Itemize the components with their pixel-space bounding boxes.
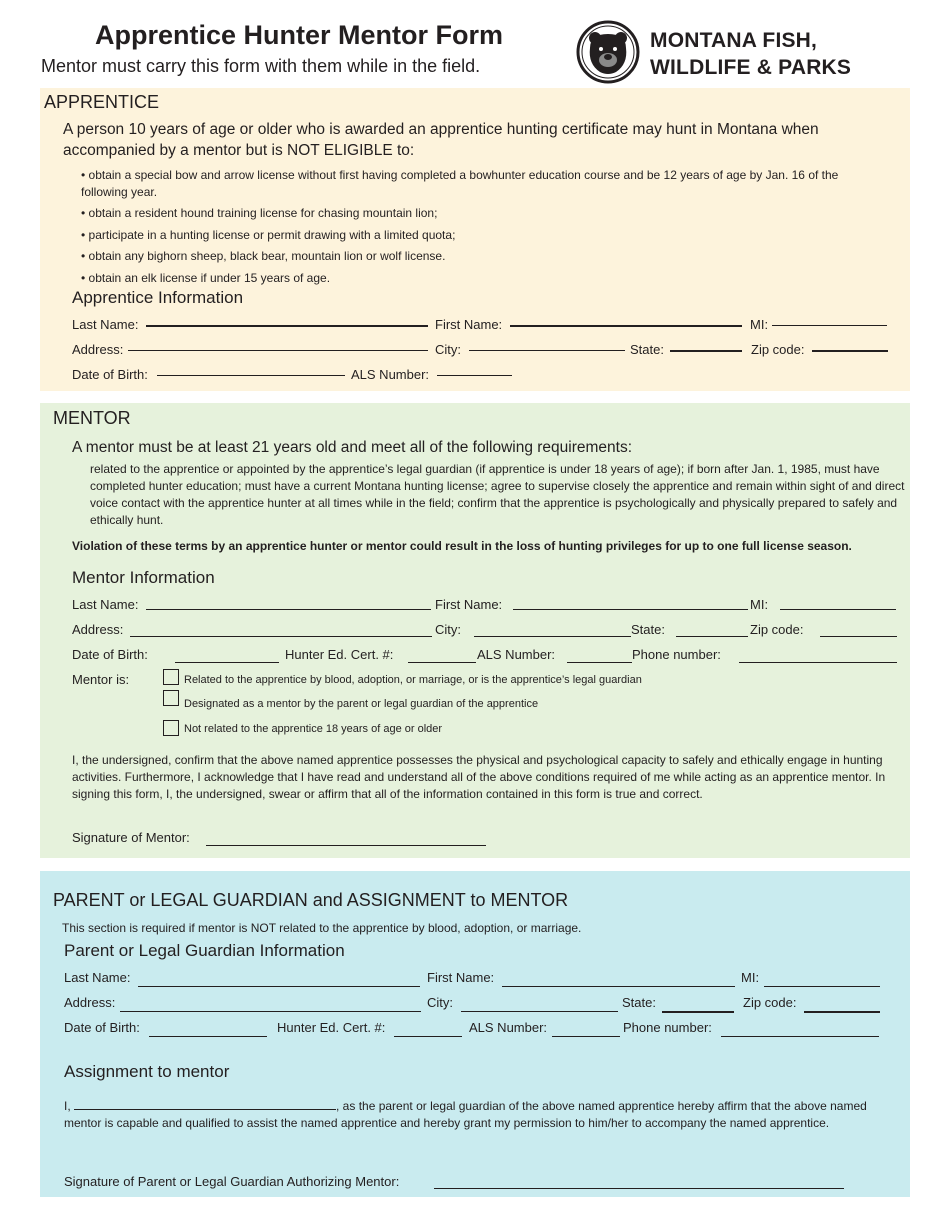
- apprentice-first-name-field[interactable]: [510, 325, 742, 327]
- apprentice-als-field[interactable]: [437, 375, 512, 376]
- mentor-dob-field[interactable]: [175, 662, 279, 663]
- mentor-state-label: State:: [631, 622, 665, 637]
- apprentice-bullet-1: • obtain a special bow and arrow license without first having completed a bowhunter education course and be 12 years of age by Jan. 16 of the following year.: [81, 168, 839, 199]
- guardian-als-label: ALS Number:: [469, 1020, 548, 1035]
- apprentice-first-name-label: First Name:: [435, 317, 503, 332]
- mentor-designated-checkbox[interactable]: [163, 690, 179, 706]
- mentor-last-name-field[interactable]: [146, 609, 431, 610]
- assignment-text: , as the parent or legal guardian of the above named apprentice hereby affirm that the above named mentor is capable and qualified to assist the named apprentice and hereby grant my permission to him/her to accompany the named apprentice.: [64, 1099, 867, 1130]
- guardian-signature-field[interactable]: [434, 1188, 844, 1189]
- apprentice-bullet-3: • participate in a hunting license or permit drawing with a limited quota;: [81, 228, 456, 242]
- guardian-address-label: Address:: [64, 995, 116, 1010]
- assignment-guardian-name-field[interactable]: [74, 1098, 336, 1110]
- mentor-zip-field[interactable]: [820, 636, 897, 637]
- guardian-zip-field[interactable]: [804, 1011, 880, 1013]
- apprentice-last-name-field[interactable]: [146, 325, 428, 327]
- mentor-phone-label: Phone number:: [632, 647, 721, 662]
- mentor-als-field[interactable]: [567, 662, 632, 663]
- apprentice-zip-label: Zip code:: [751, 342, 805, 357]
- mentor-address-field[interactable]: [130, 636, 432, 637]
- grizzly-bear-icon: [576, 20, 640, 84]
- guardian-section: [40, 871, 910, 1197]
- apprentice-zip-field[interactable]: [812, 350, 888, 352]
- guardian-hunter-ed-field[interactable]: [394, 1036, 462, 1037]
- apprentice-intro: A person 10 years of age or older who is awarded an apprentice hunting certificate may hunt in Montana when accompanied by a mentor but is NOT ELIGIBLE to:: [63, 121, 819, 159]
- apprentice-state-field[interactable]: [670, 350, 742, 352]
- guardian-zip-label: Zip code:: [743, 995, 797, 1010]
- mentor-first-name-label: First Name:: [435, 597, 503, 612]
- apprentice-bullet-4: • obtain any bighorn sheep, black bear, mountain lion or wolf license.: [81, 249, 446, 263]
- guardian-note: This section is required if mentor is NOT related to the apprentice by blood, adoption, or marriage.: [62, 921, 582, 935]
- mentor-als-label: ALS Number:: [477, 647, 556, 662]
- apprentice-info-heading: Apprentice Information: [72, 288, 244, 307]
- apprentice-bullet-2: • obtain a resident hound training license for chasing mountain lion;: [81, 206, 438, 220]
- apprentice-dob-label: Date of Birth:: [72, 367, 148, 382]
- apprentice-mi-field[interactable]: [772, 325, 887, 326]
- apprentice-mi-label: MI:: [750, 317, 769, 332]
- guardian-first-name-label: First Name:: [427, 970, 495, 985]
- agency-name: [650, 27, 851, 81]
- mentor-not-related-option-label: Not related to the apprentice 18 years of age or older: [184, 723, 443, 735]
- guardian-state-label: State:: [622, 995, 656, 1010]
- mentor-phone-field[interactable]: [739, 662, 897, 663]
- apprentice-city-label: City:: [435, 342, 461, 357]
- mentor-related-option-label: Related to the apprentice by blood, adoption, or marriage, or is the apprentice’s legal guardian: [184, 674, 642, 686]
- mentor-not-related-checkbox[interactable]: [163, 720, 179, 736]
- apprentice-state-label: State:: [630, 342, 664, 357]
- mentor-zip-label: Zip code:: [750, 622, 804, 637]
- form-subtitle: Mentor must carry this form with them while in the field.: [41, 56, 481, 76]
- apprentice-heading: APPRENTICE: [44, 92, 160, 112]
- apprentice-section: [40, 88, 910, 391]
- mentor-first-name-field[interactable]: [513, 609, 748, 610]
- guardian-hunter-ed-label: Hunter Ed. Cert. #:: [277, 1020, 386, 1035]
- mentor-signature-label: Signature of Mentor:: [72, 830, 190, 845]
- apprentice-dob-field[interactable]: [157, 375, 345, 376]
- mentor-hunter-ed-field[interactable]: [408, 662, 476, 663]
- guardian-signature-label: Signature of Parent or Legal Guardian Authorizing Mentor:: [64, 1174, 400, 1189]
- mentor-heading: MENTOR: [53, 408, 131, 428]
- mentor-mi-field[interactable]: [780, 609, 896, 610]
- mentor-hunter-ed-label: Hunter Ed. Cert. #:: [285, 647, 394, 662]
- mentor-affirmation: I, the undersigned, confirm that the above named apprentice possesses the physical and psychological capacity to safely and ethically engage in hunting activities. Furthermore, I acknowledge that I have read and understand all of the above conditions required of me while acting as an apprentice mentor. In signing this form, I, the undersigned, swear or affirm that all of the information contained in this form is true and correct.: [72, 753, 886, 801]
- guardian-phone-field[interactable]: [721, 1036, 879, 1037]
- guardian-als-field[interactable]: [552, 1036, 620, 1037]
- guardian-info-heading: Parent or Legal Guardian Information: [64, 941, 345, 960]
- guardian-last-name-field[interactable]: [138, 986, 420, 987]
- apprentice-city-field[interactable]: [469, 350, 625, 351]
- mentor-city-field[interactable]: [474, 636, 631, 637]
- apprentice-address-field[interactable]: [128, 350, 428, 351]
- mentor-signature-field[interactable]: [206, 845, 486, 846]
- guardian-city-field[interactable]: [461, 1011, 618, 1012]
- apprentice-bullet-5: • obtain an elk license if under 15 years of age.: [81, 271, 331, 285]
- guardian-heading: PARENT or LEGAL GUARDIAN and ASSIGNMENT to MENTOR: [53, 890, 569, 910]
- apprentice-address-label: Address:: [72, 342, 124, 357]
- guardian-state-field[interactable]: [662, 1011, 734, 1013]
- mentor-last-name-label: Last Name:: [72, 597, 139, 612]
- form-title: Apprentice Hunter Mentor Form: [95, 20, 504, 50]
- guardian-address-field[interactable]: [120, 1011, 421, 1012]
- apprentice-last-name-label: Last Name:: [72, 317, 139, 332]
- mentor-mi-label: MI:: [750, 597, 769, 612]
- violation-warning: Violation of these terms by an apprentice hunter or mentor could result in the loss of hunting privileges for up to one full license season.: [72, 539, 852, 553]
- mentor-section: [40, 403, 910, 858]
- agency-line-2: WILDLIFE & PARKS: [650, 56, 852, 79]
- mentor-dob-label: Date of Birth:: [72, 647, 148, 662]
- assignment-heading: Assignment to mentor: [64, 1062, 230, 1081]
- mentor-requirement: A mentor must be at least 21 years old and meet all of the following requirements:: [72, 439, 633, 456]
- mentor-related-checkbox[interactable]: [163, 669, 179, 685]
- mentor-city-label: City:: [435, 622, 461, 637]
- mentor-is-label: Mentor is:: [72, 672, 130, 687]
- guardian-dob-label: Date of Birth:: [64, 1020, 140, 1035]
- guardian-first-name-field[interactable]: [502, 986, 735, 987]
- guardian-last-name-label: Last Name:: [64, 970, 131, 985]
- guardian-phone-label: Phone number:: [623, 1020, 712, 1035]
- apprentice-als-label: ALS Number:: [351, 367, 430, 382]
- mentor-requirement-details: related to the apprentice or appointed by the apprentice’s legal guardian (if apprentice is under 18 years of age); if born after Jan. 1, 1985, must have completed hunter education; must have a current Montana hunting license; agree to supervise closely the apprentice and remain within sight of and direct voice contact with the apprentice hunter at all times while in the field; confirm that the apprentice is psychologically and physically prepared to safely and ethically hunt.: [90, 462, 905, 527]
- mentor-state-field[interactable]: [676, 636, 748, 637]
- guardian-city-label: City:: [427, 995, 453, 1010]
- guardian-mi-label: MI:: [741, 970, 760, 985]
- mentor-info-heading: Mentor Information: [72, 568, 215, 587]
- guardian-mi-field[interactable]: [764, 986, 880, 987]
- assignment-statement: [64, 1098, 884, 1132]
- mentor-address-label: Address:: [72, 622, 124, 637]
- mentor-designated-option-label: Designated as a mentor by the parent or legal guardian of the apprentice: [184, 698, 539, 710]
- agency-line-1: MONTANA FISH,: [650, 29, 818, 52]
- assignment-prefix: I,: [64, 1099, 71, 1113]
- guardian-dob-field[interactable]: [149, 1036, 267, 1037]
